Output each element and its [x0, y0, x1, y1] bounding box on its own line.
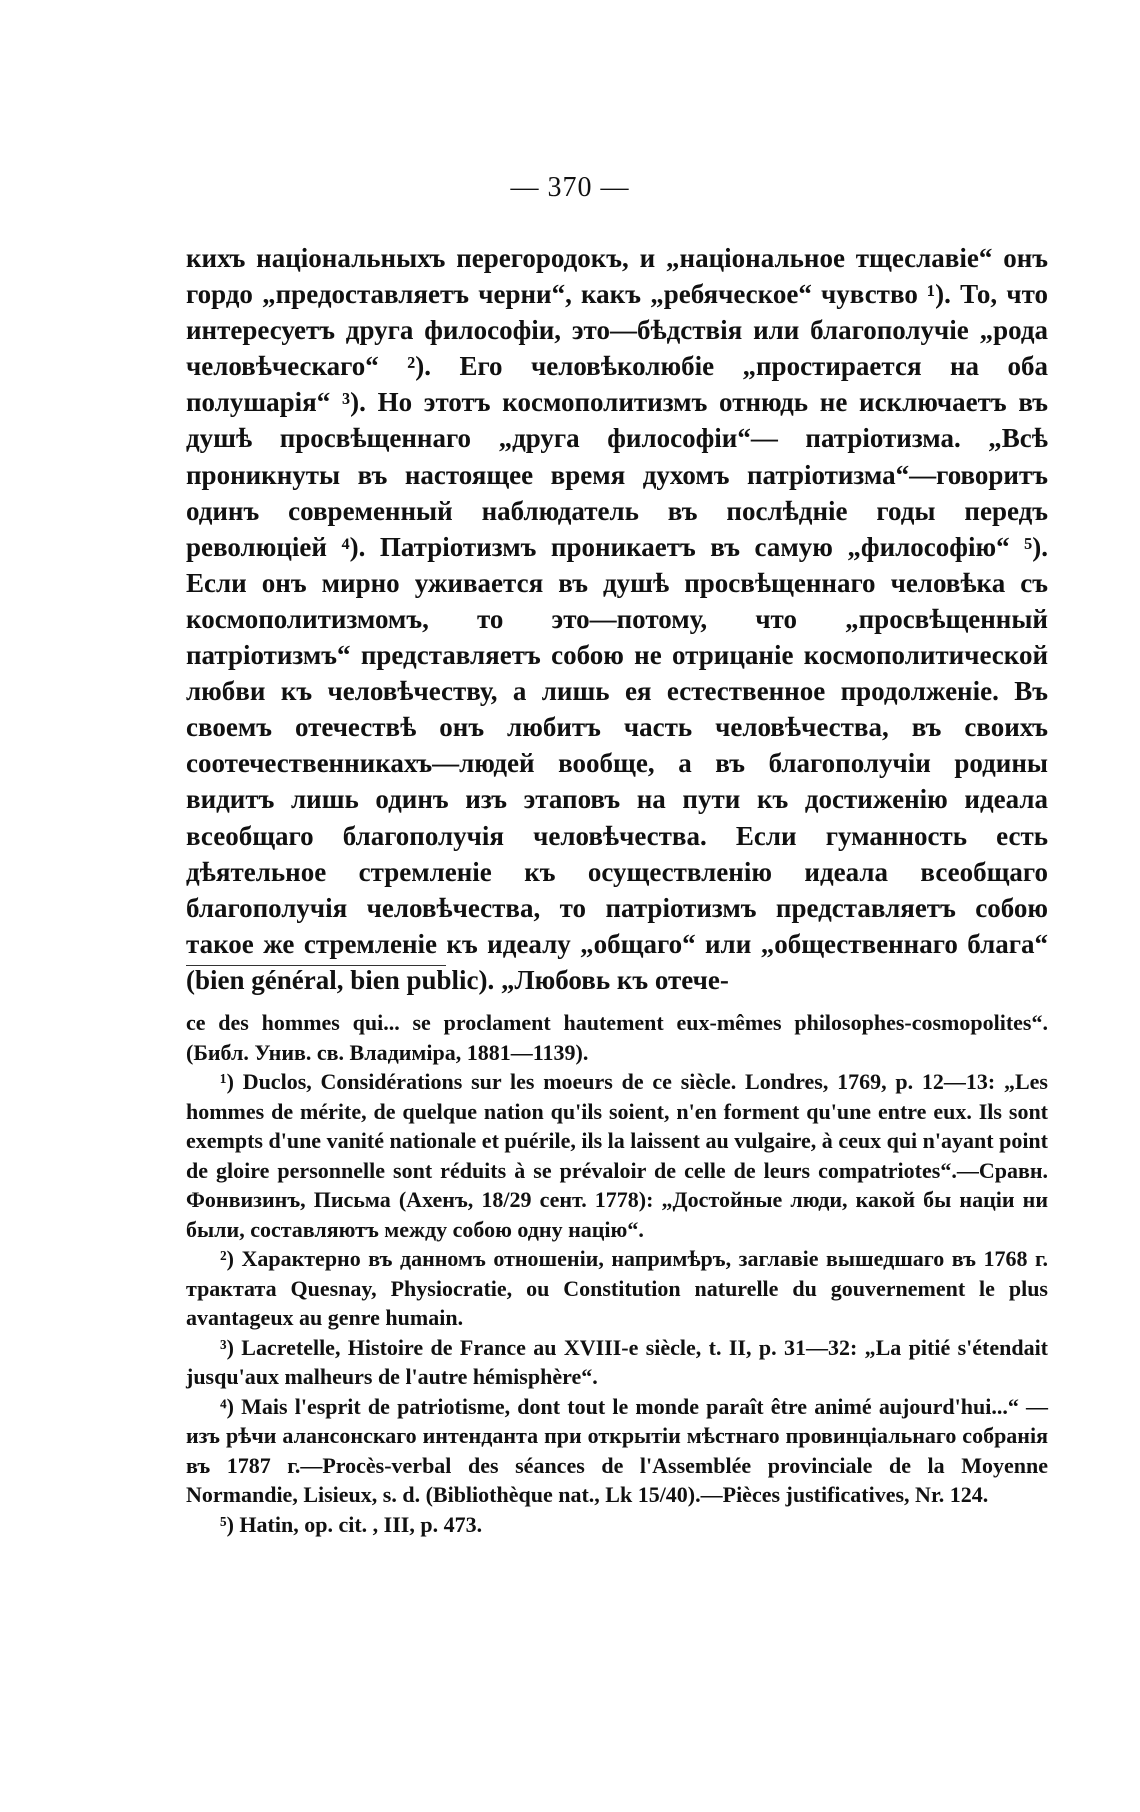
- footnote-3: [186, 1333, 1048, 1392]
- footnote-separator: [186, 965, 446, 966]
- footnote-4: [186, 1392, 1048, 1510]
- footnote-2: [186, 1244, 1048, 1333]
- footnote-1: [186, 1067, 1048, 1244]
- footnote-continuation: [186, 1008, 1048, 1067]
- footnote-text: Характерно въ данномъ отношеніи, напримѣръ, заглавіе вышедшаго въ 1768 г. трактата Quesnay, Physiocratie, ou Constitution naturelle du gouvernement le plus avantageux au genre humain.: [186, 1246, 1048, 1330]
- footnote-5: [186, 1510, 1048, 1540]
- footnote-mark: ⁵): [220, 1511, 234, 1537]
- main-paragraph: кихъ національныхъ перегородокъ, и „національное тщеславіе“ онъ гордо „предоставляетъ черни“, какъ „ребяческое“ чувство ¹). То, что интересуетъ друга философіи, это—бѣдствія или благополучіе „рода человѣческаго“ ²). Его человѣколюбіе „простирается на оба полушарія“ ³). Но этотъ космополитизмъ отнюдь не исключаетъ въ душѣ просвѣщеннаго „друга философіи“— патріотизма. „Всѣ проникнуты въ настоящее время духомъ патріотизма“—говоритъ одинъ современный наблюдатель въ послѣдніе годы передъ революціей ⁴). Патріотизмъ проникаетъ въ самую „философію“ ⁵). Если онъ мирно уживается въ душѣ просвѣщеннаго человѣка съ космополитизмомъ, то это—потому, что „просвѣщенный патріотизмъ“ представляетъ собою не отрицаніе космополитической любви къ человѣчеству, а лишь ея естественное продолженіе. Въ своемъ отечествѣ онъ любитъ часть человѣчества, въ своихъ соотечественникахъ—людей вообще, а въ благополучіи родины видитъ лишь одинъ изъ этаповъ на пути къ достиженію идеала всеобщаго благополучія человѣчества. Если гуманность есть дѣятельное стремленіе къ осуществленію идеала всеобщаго благополучія человѣчества, то патріотизмъ представляетъ собою такое же стремленіе къ идеалу „общаго“ или „общественнаго блага“ (bien général, bien public). „Любовь къ отече-: [186, 243, 1048, 995]
- footnote-mark: ⁴): [220, 1393, 234, 1419]
- footnote-mark: ²): [220, 1246, 234, 1271]
- footnote-mark: ³): [220, 1334, 234, 1360]
- footnotes: [186, 1008, 1048, 1539]
- footnote-text: Mais l'esprit de patriotisme, dont tout le monde paraît être animé aujourd'hui...“ — изъ рѣчи алансонскаго интенданта при открытіи мѣстнаго провинціальнаго собранія въ 1787 г.—Procès-verbal des séances de l'Assemblée provinciale de la Moyenne Normandie, Lisieux, s. d. (Bibliothèque nat., Lk 15/40).—Pièces justificatives, Nr. 124.: [186, 1393, 1049, 1507]
- footnote-text: Lacretelle, Histoire de France au XVIII-e siècle, t. II, p. 31—32: „La pitié s'étendait jusqu'aux malheurs de l'autre hémisphère“.: [186, 1334, 1049, 1389]
- page-number: — 370 —: [510, 172, 630, 203]
- footnote-text: ce des hommes qui... se proclament hautement eux-mêmes philosophes-cosmopolites“. (Библ. Унив. св. Владиміра, 1881—1139).: [186, 1010, 1048, 1065]
- footnote-text: Hatin, op. cit. , III, p. 473.: [239, 1511, 483, 1537]
- footnote-mark: ¹): [220, 1069, 234, 1094]
- footnote-text: Duclos, Considérations sur les moeurs de ce siècle. Londres, 1769, p. 12—13: „Les hommes de mérite, de quelque nation qu'ils soient, n'en forment qu'une entre eux. Ils sont exempts d'une vanité nationale et puérile, ils la laissent au vulgaire, à ceux qui n'ayant point de gloire personnelle sont réduits à se prévaloir de celle de leurs compatriotes“.—Сравн. Фонвизинъ, Письма (Ахенъ, 18/29 сент. 1778): „Достойные люди, какой бы націи ни были, составляютъ между собою одну націю“.: [186, 1069, 1048, 1242]
